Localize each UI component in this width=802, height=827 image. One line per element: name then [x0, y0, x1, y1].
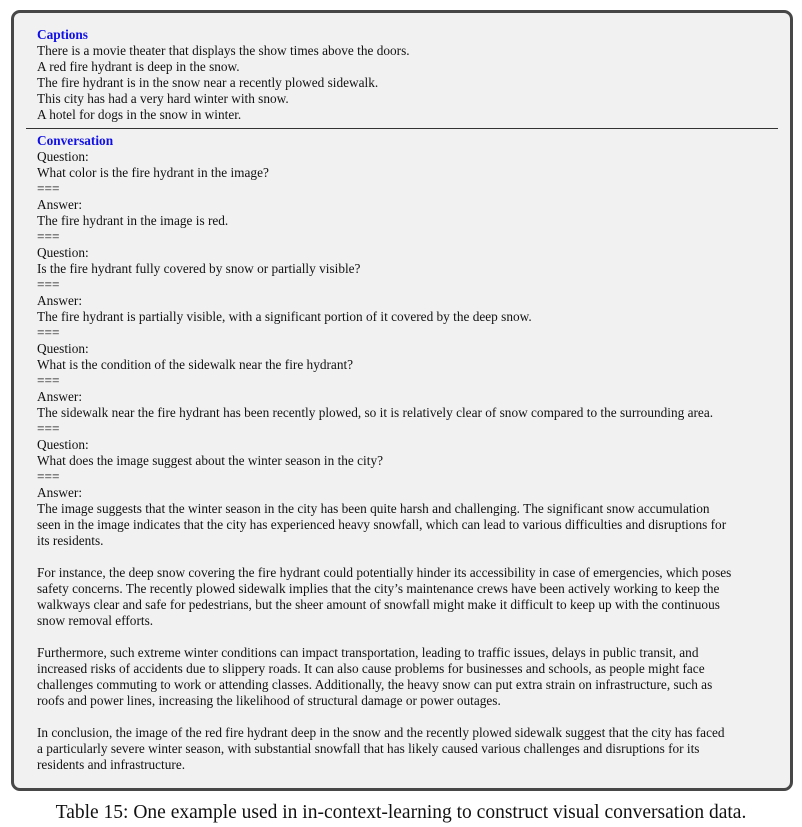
captions-section	[37, 27, 410, 123]
conversation-line: ===	[37, 373, 60, 388]
conversation-line: In conclusion, the image of the red fire hydrant deep in the snow and the recently plowed sidewalk suggest that the city has faced	[37, 725, 725, 740]
conversation-line: walkways clear and safe for pedestrians, but the sheer amount of snowfall might make it difficult to keep up with the continuous	[37, 597, 720, 612]
table-caption: Table 15: One example used in in-context-learning to construct visual conversation data.	[55, 802, 747, 823]
conversation-line: Question:	[37, 149, 89, 164]
captions-heading: Captions	[37, 27, 88, 42]
conversation-line: For instance, the deep snow covering the fire hydrant could potentially hinder its accessibility in case of emergencies, which poses	[37, 565, 732, 580]
conversation-line: Answer:	[37, 293, 83, 308]
caption-line: A hotel for dogs in the snow in winter.	[37, 107, 242, 122]
example-box	[11, 10, 793, 791]
conversation-line: ===	[37, 277, 60, 292]
conversation-line: ===	[37, 469, 60, 484]
paragraph-gap	[37, 629, 731, 645]
conversation-line: The sidewalk near the fire hydrant has been recently plowed, so it is relatively clear of snow compared to the surrounding area.	[37, 405, 714, 420]
conversation-line: ===	[37, 325, 60, 340]
conversation-line: Furthermore, such extreme winter conditions can impact transportation, leading to traffic issues, delays in public transit, and	[37, 645, 699, 660]
conversation-line: seen in the image indicates that the city has experienced heavy snowfall, which can lead to various difficulties and disruptions for	[37, 517, 727, 532]
paragraph-gap	[37, 709, 731, 725]
conversation-line: safety concerns. The recently plowed sidewalk implies that the city’s maintenance crews have been actively working to keep the	[37, 581, 720, 596]
caption-line: This city has had a very hard winter with snow.	[37, 91, 289, 106]
conversation-line: a particularly severe winter season, with substantial snowfall that has likely caused various challenges and disruptions for its	[37, 741, 700, 756]
conversation-line: increased risks of accidents due to slippery roads. It can also cause problems for businesses and schools, as people might face	[37, 661, 705, 676]
conversation-line: What color is the fire hydrant in the image?	[37, 165, 269, 180]
caption-line: A red fire hydrant is deep in the snow.	[37, 59, 240, 74]
conversation-line: Question:	[37, 245, 89, 260]
conversation-line: Answer:	[37, 197, 83, 212]
conversation-line: ===	[37, 181, 60, 196]
conversation-line: Answer:	[37, 485, 83, 500]
conversation-line: challenges commuting to work or attending classes. Additionally, the heavy snow can put extra strain on infrastructure, such as	[37, 677, 713, 692]
section-divider	[26, 128, 778, 129]
caption-line: There is a movie theater that displays the show times above the doors.	[37, 43, 410, 58]
conversation-line: Question:	[37, 341, 89, 356]
conversation-line: What does the image suggest about the winter season in the city?	[37, 453, 383, 468]
conversation-line: roofs and power lines, increasing the likelihood of structural damage or power outages.	[37, 693, 501, 708]
conversation-line: its residents.	[37, 533, 104, 548]
conversation-line: What is the condition of the sidewalk near the fire hydrant?	[37, 357, 354, 372]
conversation-line: The fire hydrant in the image is red.	[37, 213, 229, 228]
conversation-line: Question:	[37, 437, 89, 452]
conversation-line: The fire hydrant is partially visible, with a significant portion of it covered by the deep snow.	[37, 309, 532, 324]
conversation-section	[37, 133, 731, 773]
paragraph-gap	[37, 549, 731, 565]
conversation-line: ===	[37, 229, 60, 244]
caption-line: The fire hydrant is in the snow near a recently plowed sidewalk.	[37, 75, 379, 90]
conversation-line: snow removal efforts.	[37, 613, 154, 628]
conversation-line: Answer:	[37, 389, 83, 404]
conversation-line: residents and infrastructure.	[37, 757, 186, 772]
conversation-line: Is the fire hydrant fully covered by snow or partially visible?	[37, 261, 361, 276]
conversation-line: The image suggests that the winter season in the city has been quite harsh and challenging. The significant snow accumulation	[37, 501, 710, 516]
conversation-heading: Conversation	[37, 133, 114, 148]
conversation-line: ===	[37, 421, 60, 436]
